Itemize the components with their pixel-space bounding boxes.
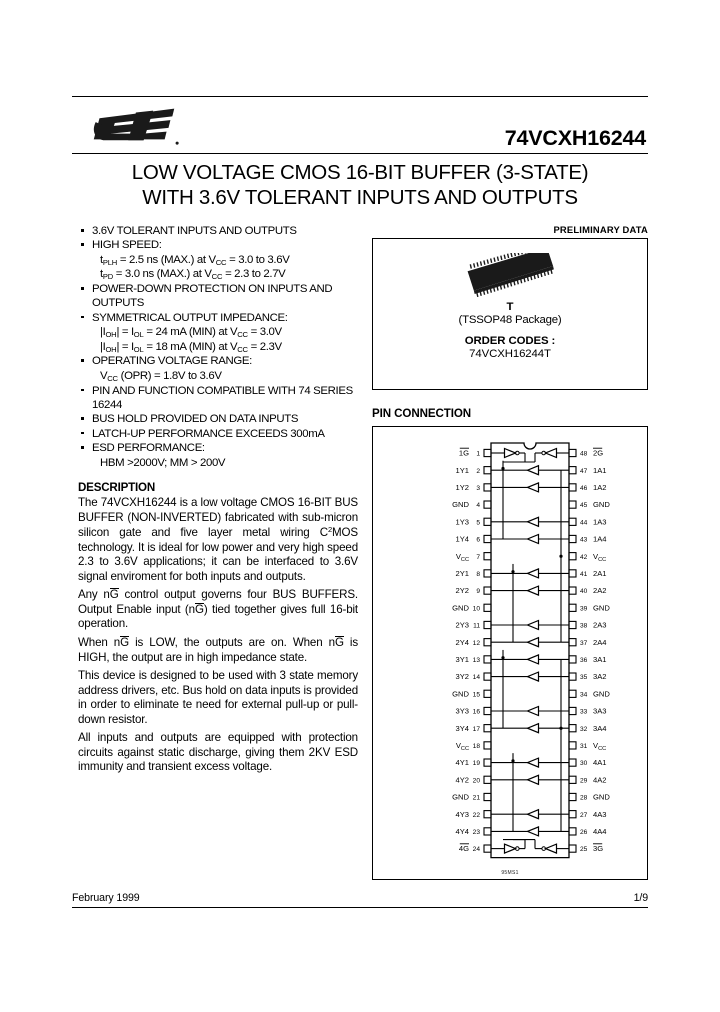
feature-item (78, 224, 358, 238)
svg-text:8: 8 (476, 571, 480, 578)
svg-text:11: 11 (473, 622, 480, 630)
feature-item (78, 441, 358, 470)
svg-text:33: 33 (580, 708, 588, 716)
svg-text:3A2: 3A2 (593, 672, 607, 682)
right-column (372, 224, 648, 880)
feature-text: POWER-DOWN PROTECTION ON INPUTS AND OUTPUTS (92, 283, 333, 310)
svg-text:16: 16 (472, 708, 480, 716)
svg-text:3G: 3G (593, 844, 604, 854)
svg-text:20: 20 (472, 777, 480, 785)
svg-text:24: 24 (472, 846, 480, 854)
order-codes-label: ORDER CODES : (464, 335, 556, 347)
svg-text:9: 9 (476, 588, 480, 596)
feature-item (78, 427, 358, 441)
figure-code: 95MS1 (501, 870, 519, 876)
svg-text:VCC: $V_{CC}$ (593, 551, 607, 563)
svg-text:VCC: $V_{CC}$ (455, 741, 469, 753)
pin-diagram (373, 427, 645, 875)
page-content (72, 96, 648, 908)
svg-text:3A1: 3A1 (593, 655, 607, 664)
pin-connection-box (372, 426, 648, 880)
svg-text:17: 17 (472, 725, 480, 733)
svg-text:GND: GND (452, 500, 469, 510)
body-columns (72, 224, 648, 884)
svg-text:4Y4: 4Y4 (455, 827, 469, 836)
svg-text:GND: GND (593, 792, 610, 802)
svg-text:1Y3: 1Y3 (455, 517, 469, 527)
svg-text:4A4: 4A4 (593, 827, 607, 836)
svg-text:15: 15 (472, 691, 480, 699)
svg-text:1A2: 1A2 (593, 483, 607, 492)
svg-text:4Y3: 4Y3 (455, 809, 469, 819)
svg-text:43: 43 (580, 536, 588, 544)
svg-text:1: 1 (476, 450, 480, 458)
description-paragraph: When nG is LOW, the outputs are on. When nG is HIGH, the output are in high impedance state. (78, 635, 358, 664)
description-paragraph: Any nG control output governs four BUS BUFFERS. Output Enable input (nG) tied together gives full 16-bit operation. (78, 588, 359, 631)
feature-text: HIGH SPEED: (92, 239, 162, 252)
svg-text:2A4: 2A4 (593, 637, 607, 647)
svg-text:GND: GND (452, 603, 469, 613)
header-row (72, 97, 648, 153)
svg-text:42: 42 (580, 553, 588, 561)
feature-text: LATCH-UP PERFORMANCE EXCEEDS 300mA (92, 427, 325, 440)
svg-text:1Y1: 1Y1 (455, 465, 469, 475)
tssop48-package-image (455, 253, 565, 297)
page-title (72, 153, 648, 210)
svg-text:18: 18 (472, 743, 480, 750)
part-number: 74VCXH16244 (504, 126, 646, 150)
svg-text:4A2: 4A2 (593, 775, 607, 785)
left-column (78, 224, 358, 779)
svg-text:29: 29 (580, 777, 588, 785)
feature-item (78, 311, 358, 355)
svg-text:30: 30 (580, 760, 588, 768)
svg-text:27: 27 (580, 811, 588, 819)
feature-text: ESD PERFORMANCE: (92, 442, 205, 455)
svg-text:3: 3 (476, 485, 480, 492)
feature-subline: $t_{PD} = 3.0$ ns (MAX.) at $V_{CC} = 2.3$ to 2.7V (100, 268, 286, 282)
svg-text:19: 19 (472, 760, 480, 768)
svg-text:37: 37 (580, 639, 588, 647)
svg-text:38: 38 (580, 622, 588, 630)
svg-text:2: 2 (476, 467, 480, 475)
svg-text:GND: GND (452, 792, 469, 802)
svg-text:36: 36 (580, 657, 588, 664)
svg-text:4Y1: 4Y1 (455, 758, 469, 768)
feature-text: 3.6V TOLERANT INPUTS AND OUTPUTS (92, 225, 297, 237)
svg-text:46: 46 (580, 485, 588, 492)
footer-page-number: 1/9 (633, 892, 648, 904)
title-line-2: WITH 3.6V TOLERANT INPUTS AND OUTPUTS (142, 186, 578, 209)
svg-text:48: 48 (580, 450, 588, 458)
feature-item (78, 282, 358, 311)
svg-text:3A3: 3A3 (593, 706, 607, 716)
svg-text:14: 14 (472, 674, 480, 682)
feature-text: BUS HOLD PROVIDED ON DATA INPUTS (92, 413, 299, 426)
svg-text:3A4: 3A4 (593, 723, 607, 733)
svg-text:1A4: 1A4 (593, 534, 607, 544)
svg-text:34: 34 (580, 691, 588, 699)
svg-text:44: 44 (580, 519, 588, 527)
feature-subline: $|I_{OH}| = I_{OL} = 18$ mA (MIN) at $V_{CC} = 2.3V$ (100, 340, 282, 354)
svg-text:GND: GND (452, 689, 469, 699)
feature-subline: $|I_{OH}| = I_{OL} = 24$ mA (MIN) at $V_{CC} = 3.0V$ (100, 326, 282, 340)
svg-text:3Y3: 3Y3 (455, 706, 469, 716)
svg-text:26: 26 (580, 829, 588, 836)
svg-text:13: 13 (472, 657, 480, 664)
svg-text:4A3: 4A3 (593, 809, 607, 819)
svg-text:1Y2: 1Y2 (455, 483, 469, 492)
svg-text:2Y3: 2Y3 (455, 620, 469, 630)
order-code-value: 74VCXH16244T (469, 348, 551, 360)
svg-text:2Y4: 2Y4 (455, 637, 469, 647)
svg-text:4G: 4G (458, 844, 469, 854)
svg-text:1A3: 1A3 (593, 517, 607, 527)
svg-text:25: 25 (580, 846, 588, 854)
footer-date: February 1999 (72, 892, 140, 904)
svg-text:31: 31 (580, 743, 588, 750)
svg-text:10: 10 (472, 605, 480, 613)
svg-text:2A3: 2A3 (593, 620, 607, 630)
svg-text:5: 5 (476, 519, 480, 527)
description-paragraph: All inputs and outputs are equipped with protection circuits against static discharge, giving them 2KV ESD immunity and transient excess voltage. (78, 731, 358, 774)
svg-text:1G: 1G (458, 448, 469, 458)
svg-text:28: 28 (580, 794, 588, 802)
svg-text:1Y4: 1Y4 (455, 534, 469, 544)
svg-text:23: 23 (472, 829, 480, 836)
feature-item (78, 238, 358, 282)
feature-text: OPERATING VOLTAGE RANGE: (92, 355, 252, 368)
svg-text:GND: GND (593, 500, 610, 510)
svg-text:35: 35 (580, 674, 588, 682)
features-list (78, 224, 358, 470)
svg-text:3Y4: 3Y4 (455, 723, 469, 733)
svg-text:47: 47 (580, 467, 588, 475)
svg-text:GND: GND (593, 603, 610, 613)
svg-text:2Y1: 2Y1 (455, 569, 469, 578)
package-name: (TSSOP48 Package) (458, 314, 562, 326)
svg-text:4Y2: 4Y2 (455, 775, 469, 785)
svg-text:40: 40 (580, 588, 588, 596)
svg-text:6: 6 (476, 536, 480, 544)
svg-text:VCC: $V_{CC}$ (593, 741, 607, 753)
svg-text:2A1: 2A1 (593, 569, 607, 578)
svg-text:32: 32 (580, 725, 588, 733)
description-paragraph: The 74VCXH16244 is a low voltage CMOS 16-BIT BUS BUFFER (NON-INVERTED) fabricated with sub-micron silicon gate and five layer metal wiring $C^2MOS$ technology. It is ideal for low power and very high speed 2.3 to 3.6V applications; it can be interfaced to 3.6V signal enviroment for both inputs and outputs. (78, 496, 358, 583)
st-logo (86, 101, 182, 147)
svg-text:12: 12 (472, 639, 480, 647)
svg-text:45: 45 (580, 502, 588, 510)
svg-text:22: 22 (472, 811, 480, 819)
title-line-1: LOW VOLTAGE CMOS 16-BIT BUFFER (3-STATE) (131, 161, 589, 184)
svg-text:3Y1: 3Y1 (455, 655, 469, 664)
svg-text:GND: GND (593, 689, 610, 699)
svg-text:3Y2: 3Y2 (455, 672, 469, 682)
description-paragraph: This device is designed to be used with 3 state memory address drivers, etc. Bus hold on data inputs is provided in order to eliminate te need for external pull-up or pull-down resistor. (78, 669, 358, 726)
feature-subline: $V_{CC}$ (OPR) = 1.8V to 3.6V (100, 369, 222, 383)
svg-text:4A1: 4A1 (593, 758, 607, 768)
preliminary-data-label: PRELIMINARY DATA (553, 224, 648, 235)
svg-text:39: 39 (580, 605, 588, 613)
svg-text:2G: 2G (593, 448, 604, 458)
package-type-letter: T (506, 301, 514, 313)
feature-subline: HBM >2000V; MM > 200V (100, 456, 226, 469)
svg-text:VCC: $V_{CC}$ (455, 551, 469, 563)
feature-item (78, 412, 358, 426)
pin-connection-heading: PIN CONNECTION (372, 407, 472, 420)
description-body (78, 496, 358, 775)
svg-text:2A2: 2A2 (593, 586, 607, 596)
feature-item (78, 354, 358, 383)
svg-text:1A1: 1A1 (593, 465, 607, 475)
svg-text:2Y2: 2Y2 (455, 586, 469, 596)
page-footer (72, 892, 648, 908)
feature-subline: $t_{PLH} = 2.5$ ns (MAX.) at $V_{CC} = 3.0$ to 3.6V (100, 253, 290, 267)
package-box (372, 238, 648, 390)
description-heading: DESCRIPTION (78, 481, 156, 495)
svg-text:21: 21 (472, 794, 480, 802)
svg-text:4: 4 (476, 502, 480, 510)
feature-item (78, 384, 358, 413)
svg-text:7: 7 (476, 553, 480, 561)
feature-text: SYMMETRICAL OUTPUT IMPEDANCE: (92, 311, 288, 324)
feature-text: PIN AND FUNCTION COMPATIBLE WITH 74 SERIES 16244 (92, 384, 353, 411)
svg-text:41: 41 (580, 571, 588, 578)
